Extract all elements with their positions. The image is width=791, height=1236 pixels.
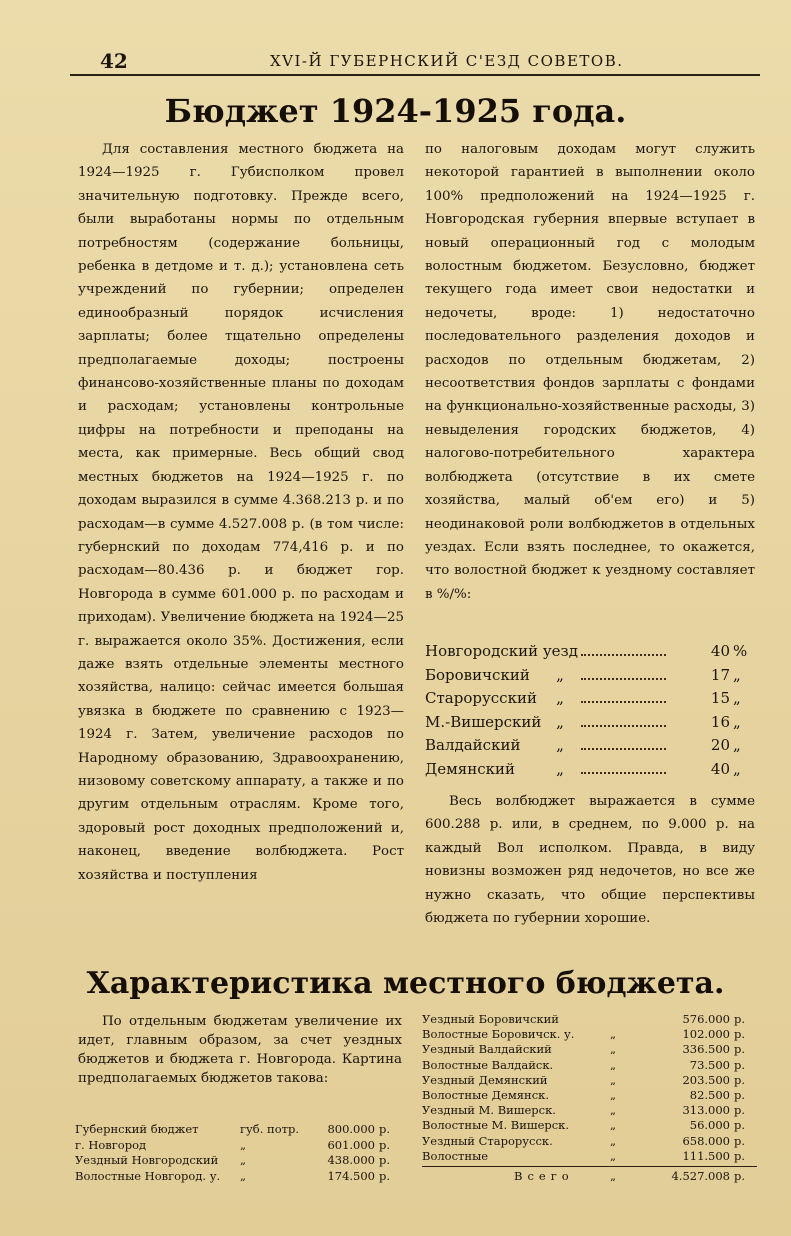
uezd-unit: „ bbox=[733, 712, 741, 731]
ditto-mark: „ bbox=[240, 1153, 246, 1167]
table-row bbox=[422, 1042, 757, 1057]
dot-leader bbox=[581, 701, 666, 703]
ditto-mark: „ bbox=[610, 1118, 616, 1133]
ditto-mark: „ bbox=[556, 736, 564, 754]
budget-value: 576.000 bbox=[682, 1012, 730, 1026]
ditto-mark: „ bbox=[610, 1042, 616, 1057]
dot-leader bbox=[581, 748, 666, 750]
budget-value: 336.500 bbox=[682, 1042, 730, 1057]
budget-unit: р. bbox=[734, 1103, 746, 1118]
uezd-value: 17 bbox=[710, 665, 730, 684]
budget-value: 658.000 bbox=[682, 1133, 730, 1148]
table-row bbox=[422, 1149, 757, 1164]
uezd-row bbox=[425, 687, 755, 711]
uezd-percent-table bbox=[425, 640, 755, 781]
table-row bbox=[75, 1169, 405, 1185]
uezd-row bbox=[425, 640, 755, 664]
budget-unit: р. bbox=[379, 1137, 391, 1152]
uezd-unit: „ bbox=[733, 689, 741, 707]
table-row bbox=[422, 1134, 757, 1149]
budget-name: Уездный Старорусск. bbox=[422, 1133, 553, 1148]
budget-value: 800.000 bbox=[327, 1122, 375, 1136]
right-column-text bbox=[425, 138, 755, 606]
budget-unit: р. bbox=[734, 1012, 746, 1026]
ditto-mark: губ. потр. bbox=[240, 1122, 299, 1136]
uezd-row bbox=[425, 734, 755, 758]
table-row bbox=[422, 1012, 757, 1027]
budget-name: Волостные bbox=[422, 1148, 489, 1163]
table-row bbox=[75, 1122, 405, 1138]
budget-value: 82.500 bbox=[689, 1088, 730, 1103]
budget-unit: р. bbox=[734, 1072, 746, 1087]
ditto-mark: „ bbox=[556, 665, 564, 684]
budget-unit: р. bbox=[379, 1153, 391, 1167]
uezd-name: М.-Вишерский bbox=[425, 712, 542, 731]
budget-unit: р. bbox=[734, 1088, 746, 1103]
uezd-name: Новгородский уезд bbox=[425, 642, 578, 660]
budget-unit: р. bbox=[379, 1122, 391, 1136]
uezd-row bbox=[425, 664, 755, 688]
ditto-mark: „ bbox=[240, 1137, 246, 1152]
dot-leader bbox=[581, 678, 666, 680]
budget-table-left bbox=[75, 1122, 405, 1184]
budget-value: 56.000 bbox=[689, 1118, 730, 1133]
total-value: 4.527.008 bbox=[671, 1169, 730, 1184]
table-row bbox=[422, 1073, 757, 1088]
page-header bbox=[70, 48, 760, 76]
budget-value: 313.000 bbox=[682, 1103, 730, 1118]
budget-unit: р. bbox=[734, 1027, 746, 1042]
section-title-budget: Бюджет 1924-1925 года. bbox=[164, 92, 627, 130]
budget-value: 174.500 bbox=[327, 1168, 375, 1183]
budget-name: Губернский бюджет bbox=[75, 1122, 199, 1136]
budget-value: 73.500 bbox=[689, 1057, 730, 1072]
ditto-mark: „ bbox=[610, 1072, 616, 1087]
total-label: Всего bbox=[514, 1169, 574, 1184]
budget-value: 601.000 bbox=[327, 1137, 375, 1152]
ditto-mark: „ bbox=[240, 1168, 246, 1183]
paragraph: По отдельным бюджетам увеличение их идет, главным образом, за счет уездных бюджетов и бюджета г. Новгорода. Картина предполагаемых бюджетов такова: bbox=[78, 1014, 402, 1086]
budget-name: Волостные Демянск. bbox=[422, 1088, 549, 1103]
ditto-mark: „ bbox=[610, 1133, 616, 1148]
budget-name: Уездный Демянский bbox=[422, 1072, 548, 1087]
budget-name: Уездный Новгородский bbox=[75, 1153, 219, 1167]
ditto-mark: „ bbox=[610, 1027, 616, 1042]
uezd-unit: „ bbox=[733, 665, 741, 684]
paragraph: по налоговым доходам могут служить некоторой гарантией в выполнении около 100% предположений на 1924—1925 г. Новгородская губерния впервые вступает в новый операционный год с молодым волостным бюджетом. Безусловно, бюджет текущего года имеет свои недостатки и недочеты, вроде: 1) недостаточно последовательного разделения доходов и расходов по отдельным бюджетам, 2) несоответствия фондов зарплаты с фондами на функционально-хозяйственные расходы, 3) невыделения городских бюджетов, 4) налогово-потребительного характера волбюджета (отсутствие в их смете хозяйства, малый об'ем его) и 5) неодинаковой роли волбюджетов в отдельных уездах. Если взять последнее, то окажется, что волостной бюджет к уездному составляет в %/%: bbox=[425, 142, 755, 602]
section2-intro bbox=[78, 1012, 402, 1088]
budget-value: 102.000 bbox=[682, 1027, 730, 1042]
dot-leader bbox=[581, 725, 666, 727]
budget-table-right bbox=[422, 1012, 757, 1184]
ditto-mark bbox=[610, 1012, 650, 1027]
ditto-mark: „ bbox=[556, 712, 564, 731]
left-column-text bbox=[78, 138, 404, 887]
page-number: 42 bbox=[100, 49, 128, 73]
uezd-value: 15 bbox=[710, 689, 730, 707]
budget-value: 438.000 bbox=[327, 1153, 375, 1167]
budget-unit: р. bbox=[734, 1057, 746, 1072]
ditto-mark: „ bbox=[610, 1169, 616, 1184]
table-row bbox=[75, 1153, 405, 1169]
total-row bbox=[422, 1166, 757, 1184]
ditto-mark: „ bbox=[610, 1088, 616, 1103]
uezd-name: Валдайский bbox=[425, 736, 521, 754]
ditto-mark: „ bbox=[610, 1057, 616, 1072]
budget-name: Уездный Боровичский bbox=[422, 1012, 559, 1026]
ditto-mark: „ bbox=[556, 689, 564, 707]
table-row bbox=[422, 1058, 757, 1073]
uezd-value: 40 bbox=[710, 642, 730, 660]
budget-unit: р. bbox=[379, 1168, 391, 1183]
table-row bbox=[422, 1088, 757, 1103]
table-row bbox=[422, 1118, 757, 1133]
uezd-value: 40 bbox=[710, 759, 730, 778]
budget-value: 203.500 bbox=[682, 1072, 730, 1087]
table-row bbox=[422, 1103, 757, 1118]
dot-leader bbox=[581, 772, 666, 774]
uezd-name: Боровичский bbox=[425, 665, 530, 684]
uezd-value: 20 bbox=[710, 736, 730, 754]
uezd-unit: % bbox=[733, 642, 748, 660]
section-title-local-budget: Характеристика местного бюджета. bbox=[86, 966, 725, 1001]
budget-unit: р. bbox=[734, 1042, 746, 1057]
uezd-row bbox=[425, 711, 755, 735]
paragraph: Для составления местного бюджета на 1924—1925 г. Губисполком провел значительную подготовку. Прежде всего, были выработаны нормы по отдельным потребностям (содержание больницы, ребенка в детдоме и т. д.); установлена сеть учреждений по губернии; определен единообразный порядок исчисления зарплаты; более тщательно определены предполагаемые доходы; построены финансово-хозяйственные планы по доходам и расходам; установлены контрольные цифры на потребности и преподаны на места, как примерные. Весь общий свод местных бюджетов на 1924—1925 г. по доходам выразился в сумме 4.368.213 р. и по расходам—в сумме 4.527.008 р. (в том числе: губернский по доходам 774,416 р. и по расходам—80.436 р. и бюджет гор. Новгорода в сумме 601.000 р. по расходам и приходам). Увеличение бюджета на 1924—25 г. выражается около 35%. Достижения, если даже взять отдельные элементы местного хозяйства, налицо: сейчас имеется большая увязка в бюджете по сравнению с 1923—1924 г. Затем, увеличение расходов по Народному образованию, Здравоохранению, низовому советскому аппарату, а также и по другим отдельным отраслям. Кроме того, здоровый рост доходных предположений и, наконец, введение волбюджета. Рост хозяйства и поступления bbox=[78, 142, 404, 883]
dot-leader bbox=[581, 654, 666, 656]
budget-unit: р. bbox=[734, 1148, 746, 1163]
uezd-unit: „ bbox=[733, 759, 741, 778]
uezd-name: Демянский bbox=[425, 759, 515, 778]
uezd-unit: „ bbox=[733, 736, 741, 754]
uezd-row bbox=[425, 758, 755, 782]
ditto-mark: „ bbox=[610, 1103, 616, 1118]
right-column-conclusion bbox=[425, 790, 755, 930]
ditto-mark: „ bbox=[556, 759, 564, 778]
table-row bbox=[75, 1138, 405, 1154]
table-row bbox=[422, 1027, 757, 1042]
budget-name: Волостные М. Вишерск. bbox=[422, 1118, 570, 1133]
budget-name: Волостные Боровичск. у. bbox=[422, 1027, 575, 1042]
budget-unit: р. bbox=[734, 1133, 746, 1148]
budget-name: Уездный Валдайский bbox=[422, 1042, 552, 1057]
paragraph: Весь волбюджет выражается в сумме 600.288 р. или, в среднем, по 9.000 р. на каждый Вол исполком. Правда, в виду новизны возможен ряд недочетов, но все же нужно сказать, что общие перспективы бюджета по губернии хорошие. bbox=[425, 794, 755, 927]
budget-name: Уездный М. Вишерск. bbox=[422, 1103, 556, 1118]
budget-value: 111.500 bbox=[682, 1148, 730, 1163]
uezd-value: 16 bbox=[710, 712, 730, 731]
budget-name: Волостные Валдайск. bbox=[422, 1057, 554, 1072]
ditto-mark: „ bbox=[610, 1148, 616, 1163]
running-title: XVI-Й ГУБЕРНСКИЙ С'ЕЗД СОВЕТОВ. bbox=[270, 52, 624, 70]
total-unit: р. bbox=[734, 1169, 746, 1184]
budget-name: г. Новгород bbox=[75, 1137, 147, 1152]
budget-unit: р. bbox=[734, 1118, 746, 1133]
budget-name: Волостные Новгород. у. bbox=[75, 1168, 221, 1183]
uezd-name: Старорусский bbox=[425, 689, 537, 707]
